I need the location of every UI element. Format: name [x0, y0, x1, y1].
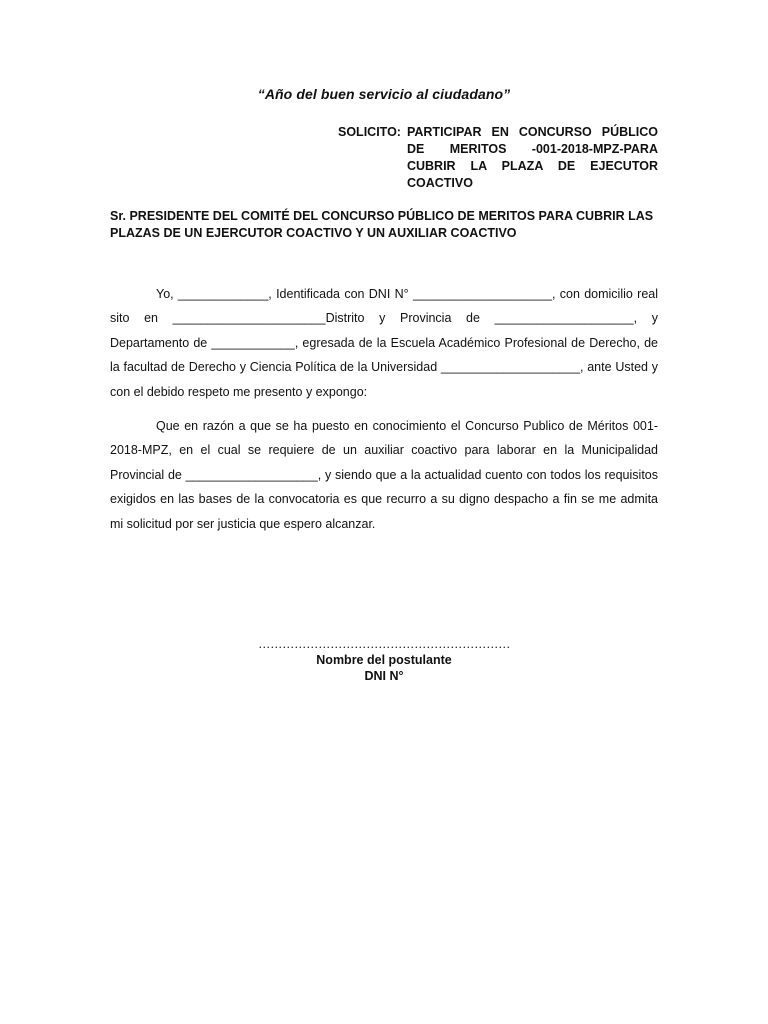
signature-line: ……………………………………………………… — [258, 637, 510, 651]
solicito-subject: PARTICIPAR EN CONCURSO PÚBLICO DE MERITOS -001-2018-MPZ-PARA CUBRIR LA PLAZA DE EJECUTOR COACTIVO — [406, 125, 658, 190]
addressee-heading: Sr. PRESIDENTE DEL COMITÉ DEL CONCURSO PÚBLICO DE MERITOS PARA CUBRIR LAS PLAZAS DE UN EJERCUTOR COACTIVO Y UN AUXILIAR COACTIVO — [110, 209, 654, 240]
solicito-label: SOLICITO: — [338, 125, 401, 139]
body-paragraph-2: Que en razón a que se ha puesto en conocimiento el Concurso Publico de Méritos 001-2018-MPZ, en el cual se requiere de un auxiliar coactivo para laborar en la Municipalidad Provincial de ___________________, y siendo que a la actualidad cuento con todos los requisitos exigidos en las bases de la convocatoria es que recurro a su digno despacho a fin se me admita mi solicitud por ser justicia que espero alcanzar. — [110, 419, 658, 531]
signature-dni: DNI N° — [364, 669, 404, 683]
signature-name: Nombre del postulante — [316, 653, 452, 667]
document-motto: “Año del buen servicio al ciudadano” — [257, 86, 511, 102]
body-paragraph-1: Yo, _____________, Identificada con DNI N° ____________________, con domicilio real sito en ______________________Distrito y Provincia de ____________________, y Departamento de ____________, egresada de la Escuela Académico Profesional de Derecho, de la facultad de Derecho y Ciencia Política de la Universidad ____________________, ante Usted y con el debido respeto me presento y expongo: — [110, 287, 658, 399]
document-body — [110, 282, 658, 546]
signature-block — [0, 636, 768, 684]
solicito-block — [338, 124, 658, 192]
